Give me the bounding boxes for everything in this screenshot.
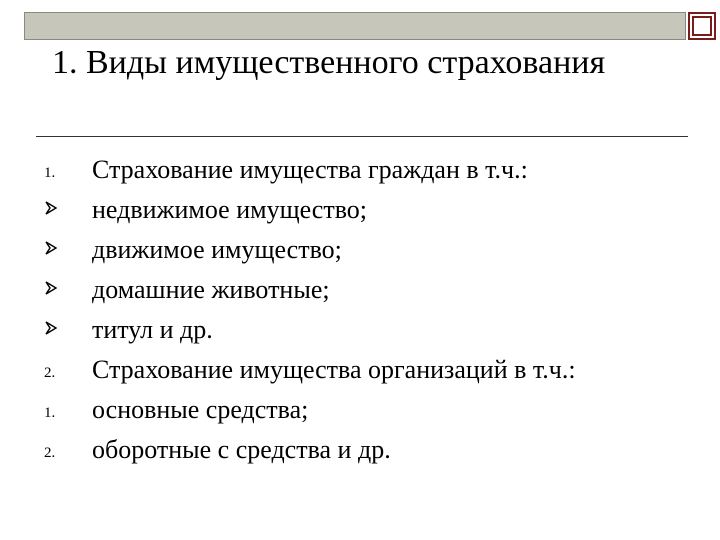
top-decor-bar	[24, 12, 686, 40]
corner-decor-inner	[692, 16, 712, 36]
list-item-text: оборотные с средства и др.	[92, 435, 391, 464]
number-marker: 2.	[44, 445, 56, 461]
list-item	[0, 390, 720, 430]
list-item-text: основные средства;	[92, 395, 309, 424]
number-marker: 2.	[44, 365, 56, 381]
list-item-text: недвижимое имущество;	[92, 195, 368, 224]
slide-title: 1. Виды имущественного страхования	[52, 44, 606, 81]
title-divider	[36, 136, 688, 137]
list-item	[0, 350, 720, 390]
number-marker: 1.	[44, 165, 56, 181]
list-item	[0, 150, 720, 190]
arrow-bullet-icon	[44, 200, 58, 221]
list-item-text: движимое имущество;	[92, 235, 342, 264]
list-item-text: Страхование имущества организаций в т.ч.:	[92, 355, 576, 384]
arrow-bullet-icon	[44, 280, 58, 301]
arrow-bullet-icon	[44, 320, 58, 341]
list-item	[0, 230, 720, 270]
list-item-text: Страхование имущества граждан в т.ч.:	[92, 155, 528, 184]
number-marker: 1.	[44, 405, 56, 421]
list-item	[0, 190, 720, 230]
list-item	[0, 430, 720, 470]
list-item	[0, 270, 720, 310]
list-item	[0, 310, 720, 350]
list-item-text: домашние животные;	[92, 275, 330, 304]
arrow-bullet-icon	[44, 240, 58, 261]
list-item-text: титул и др.	[92, 315, 213, 344]
